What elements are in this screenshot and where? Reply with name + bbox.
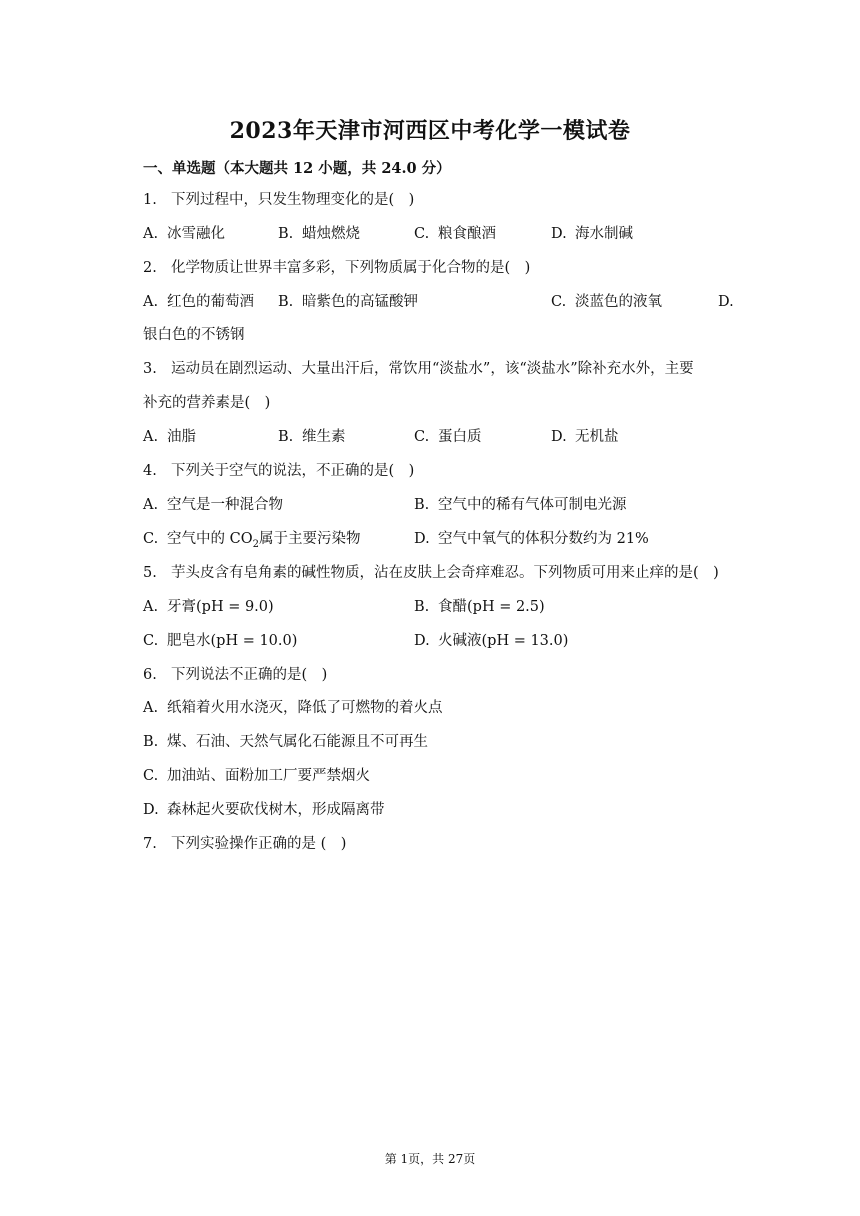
question-number: 4.	[143, 463, 157, 479]
option-a: A. 纸箱着火用水浇灭，降低了可燃物的着火点	[143, 700, 443, 716]
question-text: 下列关于空气的说法，不正确的是( )	[171, 463, 415, 479]
option-c: C. 空气中的 $CO_2$属于主要污染物	[143, 531, 361, 550]
question-text-continued: 补充的营养素是( )	[143, 395, 271, 411]
page-title: 2023年天津市河西区中考化学一模试卷	[229, 118, 631, 144]
option-b: B. 食醋(pH = 2.5)	[414, 599, 545, 615]
question-text: 下列说法不正确的是( )	[171, 667, 328, 683]
question-number: 7.	[143, 836, 157, 852]
option-a: A. 牙膏(pH = 9.0)	[143, 599, 274, 615]
question-1	[143, 190, 414, 210]
question-5	[143, 563, 719, 583]
question-number: 1.	[143, 192, 157, 208]
question-2	[143, 258, 530, 278]
option-a: A. 空气是一种混合物	[143, 497, 283, 513]
option-d: D. 森林起火要砍伐树木，形成隔离带	[143, 802, 385, 818]
question-text: 化学物质让世界丰富多彩，下列物质属于化合物的是( )	[171, 260, 531, 276]
question-6	[143, 665, 327, 685]
option-c: C. 淡蓝色的液氧	[551, 294, 662, 310]
option-d: D. 无机盐	[551, 429, 619, 445]
question-text: 芋头皮含有皂角素的碱性物质，沾在皮肤上会奇痒难忍。下列物质可用来止痒的是( )	[171, 565, 719, 581]
option-d: D.	[718, 294, 734, 310]
question-7	[143, 834, 346, 854]
question-text: 下列实验操作正确的是 ( )	[171, 836, 347, 852]
option-c: C. 蛋白质	[414, 429, 482, 445]
question-number: 2.	[143, 260, 157, 276]
question-number: 6.	[143, 667, 157, 683]
page-footer: 第 1页，共 27页	[384, 1152, 476, 1166]
question-3	[143, 359, 694, 379]
option-d: D. 海水制碱	[551, 226, 633, 242]
option-a: A. 冰雪融化	[143, 226, 225, 242]
question-text: 下列过程中，只发生物理变化的是( )	[171, 192, 415, 208]
subscript: 2	[252, 538, 259, 550]
option-b: B. 煤、石油、天然气属化石能源且不可再生	[143, 734, 428, 750]
question-number: 3.	[143, 361, 157, 377]
question-number: 5.	[143, 565, 157, 581]
option-b: B. 空气中的稀有气体可制电光源	[414, 497, 627, 513]
question-4	[143, 461, 414, 481]
option-a: A. 油脂	[143, 429, 196, 445]
option-c: C. 肥皂水(pH = 10.0)	[143, 633, 298, 649]
option-c: C. 粮食酿酒	[414, 226, 496, 242]
option-c: C. 加油站、面粉加工厂要严禁烟火	[143, 768, 370, 784]
option-b: B. 维生素	[278, 429, 346, 445]
option-b: B. 蜡烛燃烧	[278, 226, 360, 242]
option-d-text: 银白色的不锈钢	[143, 327, 245, 343]
section-heading: 一、单选题（本大题共 12 小题，共 24.0 分）	[143, 160, 451, 177]
option-d: D. 空气中氧气的体积分数约为 21%	[414, 531, 649, 547]
question-text: 运动员在剧烈运动、大量出汗后，常饮用“淡盐水”，该“淡盐水”除补充水外，主要	[171, 361, 694, 377]
option-a: A. 红色的葡萄酒	[143, 294, 254, 310]
option-d: D. 火碱液(pH = 13.0)	[414, 633, 569, 649]
option-b: B. 暗紫色的高锰酸钾	[278, 294, 418, 310]
